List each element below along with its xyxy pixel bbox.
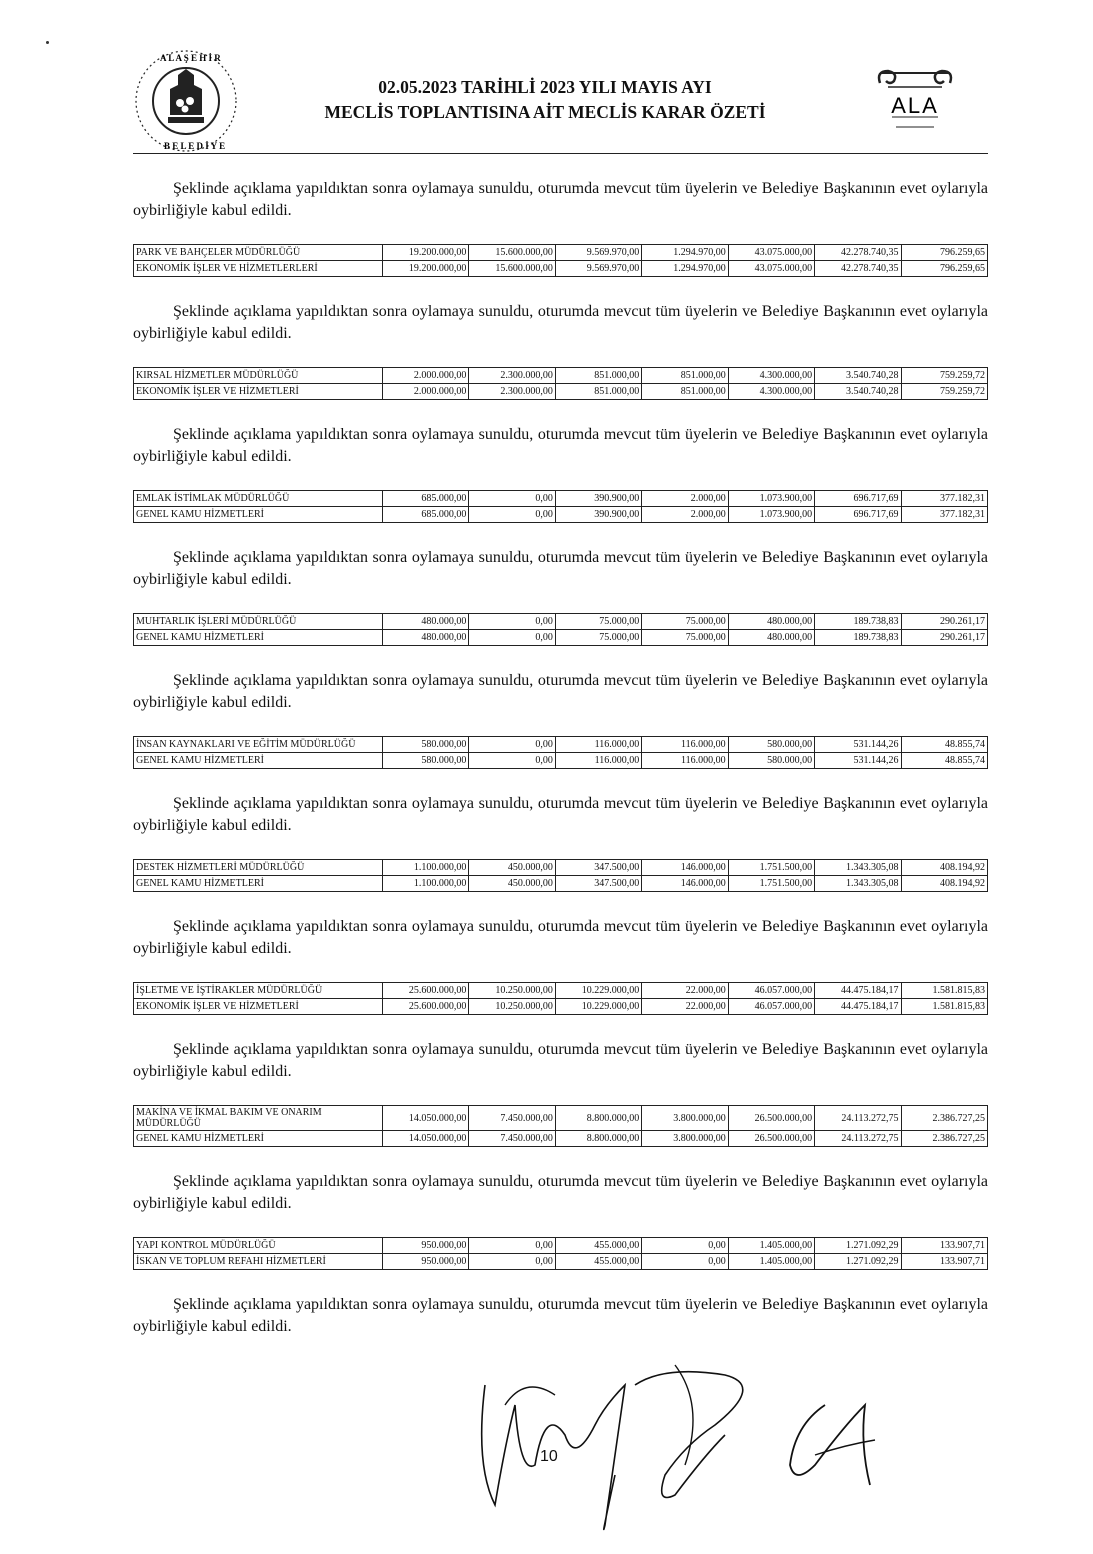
decision-text-line-2: Başkanının evet oylarıyla oybirliğiyle kabul edildi.: [133, 918, 989, 957]
svg-text:ALA: ALA: [891, 93, 939, 118]
amount-cell: 46.057.000,00: [728, 999, 814, 1015]
unit-name-cell: GENEL KAMU HİZMETLERİ: [134, 630, 383, 646]
decision-paragraph: [133, 547, 988, 591]
table-row: [134, 1254, 988, 1270]
budget-table: [133, 859, 988, 892]
table-row: [134, 630, 988, 646]
amount-cell: 19.200.000,00: [383, 245, 469, 261]
amount-cell: 24.113.272,75: [815, 1106, 901, 1131]
amount-cell: 455.000,00: [555, 1238, 641, 1254]
amount-cell: 1.294.970,00: [642, 245, 728, 261]
decision-text-line-2: Başkanının evet oylarıyla oybirliğiyle kabul edildi.: [133, 1173, 989, 1212]
budget-table: [133, 982, 988, 1015]
table-row: [134, 507, 988, 523]
unit-name-cell: İŞLETME VE İŞTİRAKLER MÜDÜRLÜĞÜ: [134, 983, 383, 999]
amount-cell: 851.000,00: [555, 384, 641, 400]
decision-text-line-1: Şeklinde açıklama yapıldıktan sonra oylamaya sunuldu, oturumda mevcut tüm üyelerin ve Belediye: [173, 672, 819, 689]
amount-cell: 347.500,00: [555, 876, 641, 892]
amount-cell: 9.569.970,00: [555, 245, 641, 261]
amount-cell: 0,00: [642, 1238, 728, 1254]
municipality-seal-icon: [130, 45, 242, 157]
amount-cell: 43.075.000,00: [728, 245, 814, 261]
amount-cell: 1.073.900,00: [728, 507, 814, 523]
amount-cell: 3.540.740,28: [815, 368, 901, 384]
decision-paragraph: [133, 424, 988, 468]
budget-table: [133, 1237, 988, 1270]
svg-text:A L A Ş E H İ R: A L A Ş E H İ R: [160, 53, 221, 63]
amount-cell: 116.000,00: [642, 737, 728, 753]
amount-cell: 10.229.000,00: [555, 983, 641, 999]
amount-cell: 116.000,00: [555, 737, 641, 753]
amount-cell: 2.386.727,25: [901, 1106, 987, 1131]
decision-text-line-1: Şeklinde açıklama yapıldıktan sonra oylamaya sunuldu, oturumda mevcut tüm üyelerin ve Belediye: [173, 795, 819, 812]
amount-cell: 42.278.740,35: [815, 245, 901, 261]
amount-cell: 75.000,00: [642, 630, 728, 646]
amount-cell: 4.300.000,00: [728, 368, 814, 384]
amount-cell: 189.738,83: [815, 614, 901, 630]
amount-cell: 3.800.000,00: [642, 1131, 728, 1147]
amount-cell: 851.000,00: [555, 368, 641, 384]
amount-cell: 455.000,00: [555, 1254, 641, 1270]
decision-text-line-2: Başkanının evet oylarıyla oybirliğiyle kabul edildi.: [133, 1296, 989, 1335]
amount-cell: 685.000,00: [383, 507, 469, 523]
decision-text-line-1: Şeklinde açıklama yapıldıktan sonra oylamaya sunuldu, oturumda mevcut tüm üyelerin ve Belediye: [173, 426, 819, 443]
document-title: [280, 75, 810, 125]
unit-name-cell: GENEL KAMU HİZMETLERİ: [134, 753, 383, 769]
amount-cell: 580.000,00: [728, 737, 814, 753]
page-number: 10: [540, 1448, 558, 1465]
amount-cell: 290.261,17: [901, 614, 987, 630]
amount-cell: 796.259,65: [901, 245, 987, 261]
amount-cell: 1.751.500,00: [728, 876, 814, 892]
amount-cell: 2.000.000,00: [383, 368, 469, 384]
decision-paragraph: [133, 793, 988, 837]
amount-cell: 2.000.000,00: [383, 384, 469, 400]
budget-table: [133, 490, 988, 523]
amount-cell: 10.229.000,00: [555, 999, 641, 1015]
scan-speck: [46, 41, 49, 44]
budget-table: [133, 613, 988, 646]
amount-cell: 0,00: [642, 1254, 728, 1270]
amount-cell: 25.600.000,00: [383, 999, 469, 1015]
amount-cell: 1.343.305,08: [815, 860, 901, 876]
amount-cell: 0,00: [469, 1254, 555, 1270]
header-rule: [133, 153, 988, 154]
amount-cell: 450.000,00: [469, 876, 555, 892]
amount-cell: 580.000,00: [383, 753, 469, 769]
amount-cell: 580.000,00: [728, 753, 814, 769]
amount-cell: 133.907,71: [901, 1254, 987, 1270]
amount-cell: 24.113.272,75: [815, 1131, 901, 1147]
amount-cell: 133.907,71: [901, 1238, 987, 1254]
decision-paragraph: [133, 916, 988, 960]
amount-cell: 0,00: [469, 507, 555, 523]
amount-cell: 796.259,65: [901, 261, 987, 277]
amount-cell: 1.405.000,00: [728, 1254, 814, 1270]
amount-cell: 146.000,00: [642, 876, 728, 892]
unit-name-cell: GENEL KAMU HİZMETLERİ: [134, 507, 383, 523]
amount-cell: 2.000,00: [642, 491, 728, 507]
amount-cell: 0,00: [469, 630, 555, 646]
amount-cell: 44.475.184,17: [815, 999, 901, 1015]
table-row: [134, 860, 988, 876]
amount-cell: 26.500.000,00: [728, 1106, 814, 1131]
amount-cell: 696.717,69: [815, 507, 901, 523]
amount-cell: 480.000,00: [383, 614, 469, 630]
amount-cell: 0,00: [469, 753, 555, 769]
amount-cell: 9.569.970,00: [555, 261, 641, 277]
amount-cell: 390.900,00: [555, 507, 641, 523]
amount-cell: 408.194,92: [901, 876, 987, 892]
amount-cell: 46.057.000,00: [728, 983, 814, 999]
unit-name-cell: KIRSAL HİZMETLER MÜDÜRLÜĞÜ: [134, 368, 383, 384]
amount-cell: 480.000,00: [383, 630, 469, 646]
amount-cell: 0,00: [469, 1238, 555, 1254]
decision-text-line-1: Şeklinde açıklama yapıldıktan sonra oylamaya sunuldu, oturumda mevcut tüm üyelerin ve Belediye: [173, 1041, 819, 1058]
unit-name-cell: DESTEK HİZMETLERİ MÜDÜRLÜĞÜ: [134, 860, 383, 876]
unit-name-cell: EKONOMİK İŞLER VE HİZMETLERİ: [134, 384, 383, 400]
decision-text-line-2: Başkanının evet oylarıyla oybirliğiyle kabul edildi.: [133, 549, 989, 588]
table-row: [134, 1131, 988, 1147]
amount-cell: 1.581.815,83: [901, 999, 987, 1015]
amount-cell: 116.000,00: [555, 753, 641, 769]
unit-name-cell: İSKAN VE TOPLUM REFAHI HİZMETLERİ: [134, 1254, 383, 1270]
signatures-icon: [465, 1345, 905, 1545]
unit-name-cell: MUHTARLIK İŞLERİ MÜDÜRLÜĞÜ: [134, 614, 383, 630]
amount-cell: 1.294.970,00: [642, 261, 728, 277]
unit-name-cell: GENEL KAMU HİZMETLERİ: [134, 1131, 383, 1147]
amount-cell: 0,00: [469, 491, 555, 507]
amount-cell: 2.000,00: [642, 507, 728, 523]
decision-text-line-1: Şeklinde açıklama yapıldıktan sonra oylamaya sunuldu, oturumda mevcut tüm üyelerin ve Belediye: [173, 303, 819, 320]
amount-cell: 0,00: [469, 737, 555, 753]
title-line-1: 02.05.2023 TARİHLİ 2023 YILI MAYIS AYI: [378, 77, 712, 97]
amount-cell: 48.855,74: [901, 753, 987, 769]
amount-cell: 22.000,00: [642, 999, 728, 1015]
amount-cell: 851.000,00: [642, 384, 728, 400]
decision-paragraph: [133, 178, 988, 222]
amount-cell: 48.855,74: [901, 737, 987, 753]
budget-table: [133, 736, 988, 769]
amount-cell: 408.194,92: [901, 860, 987, 876]
amount-cell: 580.000,00: [383, 737, 469, 753]
amount-cell: 4.300.000,00: [728, 384, 814, 400]
amount-cell: 3.540.740,28: [815, 384, 901, 400]
amount-cell: 189.738,83: [815, 630, 901, 646]
amount-cell: 26.500.000,00: [728, 1131, 814, 1147]
amount-cell: 2.300.000,00: [469, 368, 555, 384]
amount-cell: 2.386.727,25: [901, 1131, 987, 1147]
table-row: [134, 1238, 988, 1254]
amount-cell: 1.751.500,00: [728, 860, 814, 876]
amount-cell: 950.000,00: [383, 1254, 469, 1270]
amount-cell: 377.182,31: [901, 507, 987, 523]
table-row: [134, 245, 988, 261]
amount-cell: 390.900,00: [555, 491, 641, 507]
amount-cell: 1.343.305,08: [815, 876, 901, 892]
unit-name-cell: PARK VE BAHÇELER MÜDÜRLÜĞÜ: [134, 245, 383, 261]
amount-cell: 290.261,17: [901, 630, 987, 646]
unit-name-cell: YAPI KONTROL MÜDÜRLÜĞÜ: [134, 1238, 383, 1254]
ala-logo-icon: [870, 65, 960, 135]
amount-cell: 25.600.000,00: [383, 983, 469, 999]
amount-cell: 10.250.000,00: [469, 983, 555, 999]
amount-cell: 531.144,26: [815, 737, 901, 753]
table-row: [134, 261, 988, 277]
amount-cell: 480.000,00: [728, 614, 814, 630]
budget-table: [133, 367, 988, 400]
amount-cell: 8.800.000,00: [555, 1131, 641, 1147]
amount-cell: 7.450.000,00: [469, 1106, 555, 1131]
unit-name-cell: GENEL KAMU HİZMETLERİ: [134, 876, 383, 892]
amount-cell: 759.259,72: [901, 384, 987, 400]
table-row: [134, 737, 988, 753]
decision-text-line-2: Başkanının evet oylarıyla oybirliğiyle kabul edildi.: [133, 426, 989, 465]
amount-cell: 950.000,00: [383, 1238, 469, 1254]
amount-cell: 116.000,00: [642, 753, 728, 769]
amount-cell: 8.800.000,00: [555, 1106, 641, 1131]
unit-name-cell: EKONOMİK İŞLER VE HİZMETLERİ: [134, 999, 383, 1015]
amount-cell: 15.600.000,00: [469, 261, 555, 277]
table-row: [134, 753, 988, 769]
amount-cell: 19.200.000,00: [383, 261, 469, 277]
amount-cell: 22.000,00: [642, 983, 728, 999]
unit-name-cell: EKONOMİK İŞLER VE HİZMETLERLERİ: [134, 261, 383, 277]
decision-paragraph: [133, 301, 988, 345]
amount-cell: 1.100.000,00: [383, 876, 469, 892]
table-row: [134, 614, 988, 630]
amount-cell: 759.259,72: [901, 368, 987, 384]
budget-table: [133, 244, 988, 277]
unit-name-cell: MAKİNA VE İKMAL BAKIM VE ONARIM MÜDÜRLÜĞÜ: [134, 1106, 383, 1131]
title-line-2: MECLİS TOPLANTISINA AİT MECLİS KARAR ÖZETİ: [324, 102, 766, 122]
amount-cell: 7.450.000,00: [469, 1131, 555, 1147]
amount-cell: 146.000,00: [642, 860, 728, 876]
document-body: [133, 178, 988, 1338]
decision-paragraph: [133, 1171, 988, 1215]
decision-text-line-1: Şeklinde açıklama yapıldıktan sonra oylamaya sunuldu, oturumda mevcut tüm üyelerin ve Belediye: [173, 918, 819, 935]
table-row: [134, 384, 988, 400]
amount-cell: 1.100.000,00: [383, 860, 469, 876]
decision-text-line-1: Şeklinde açıklama yapıldıktan sonra oylamaya sunuldu, oturumda mevcut tüm üyelerin ve Belediye: [173, 1296, 819, 1313]
amount-cell: 44.475.184,17: [815, 983, 901, 999]
amount-cell: 75.000,00: [555, 614, 641, 630]
decision-text-line-2: Başkanının evet oylarıyla oybirliğiyle kabul edildi.: [133, 795, 989, 834]
amount-cell: 0,00: [469, 614, 555, 630]
table-row: [134, 368, 988, 384]
amount-cell: 75.000,00: [555, 630, 641, 646]
amount-cell: 450.000,00: [469, 860, 555, 876]
svg-text:B E L E D İ Y E: B E L E D İ Y E: [164, 141, 226, 151]
table-row: [134, 983, 988, 999]
amount-cell: 696.717,69: [815, 491, 901, 507]
amount-cell: 1.405.000,00: [728, 1238, 814, 1254]
document-header: [130, 45, 990, 157]
amount-cell: 1.271.092,29: [815, 1254, 901, 1270]
amount-cell: 3.800.000,00: [642, 1106, 728, 1131]
decision-paragraph: [133, 670, 988, 714]
amount-cell: 14.050.000,00: [383, 1131, 469, 1147]
table-row: [134, 491, 988, 507]
amount-cell: 43.075.000,00: [728, 261, 814, 277]
amount-cell: 10.250.000,00: [469, 999, 555, 1015]
amount-cell: 42.278.740,35: [815, 261, 901, 277]
amount-cell: 851.000,00: [642, 368, 728, 384]
amount-cell: 685.000,00: [383, 491, 469, 507]
decision-text-line-1: Şeklinde açıklama yapıldıktan sonra oylamaya sunuldu, oturumda mevcut tüm üyelerin ve Belediye: [173, 549, 819, 566]
amount-cell: 2.300.000,00: [469, 384, 555, 400]
decision-text-line-2: Başkanının evet oylarıyla oybirliğiyle kabul edildi.: [133, 672, 989, 711]
amount-cell: 1.271.092,29: [815, 1238, 901, 1254]
amount-cell: 480.000,00: [728, 630, 814, 646]
amount-cell: 347.500,00: [555, 860, 641, 876]
amount-cell: 531.144,26: [815, 753, 901, 769]
amount-cell: 1.073.900,00: [728, 491, 814, 507]
decision-text-line-2: Başkanının evet oylarıyla oybirliğiyle kabul edildi.: [133, 1041, 989, 1080]
amount-cell: 15.600.000,00: [469, 245, 555, 261]
amount-cell: 377.182,31: [901, 491, 987, 507]
table-row: [134, 1106, 988, 1131]
budget-table: [133, 1105, 988, 1147]
table-row: [134, 876, 988, 892]
decision-text-line-1: Şeklinde açıklama yapıldıktan sonra oylamaya sunuldu, oturumda mevcut tüm üyelerin ve Belediye: [173, 180, 819, 197]
amount-cell: 1.581.815,83: [901, 983, 987, 999]
unit-name-cell: İNSAN KAYNAKLARI VE EĞİTİM MÜDÜRLÜĞÜ: [134, 737, 383, 753]
decision-text-line-1: Şeklinde açıklama yapıldıktan sonra oylamaya sunuldu, oturumda mevcut tüm üyelerin ve Belediye: [173, 1173, 819, 1190]
decision-paragraph: [133, 1039, 988, 1083]
unit-name-cell: EMLAK İSTİMLAK MÜDÜRLÜĞÜ: [134, 491, 383, 507]
decision-text-line-2: Başkanının evet oylarıyla oybirliğiyle kabul edildi.: [133, 180, 989, 219]
table-row: [134, 999, 988, 1015]
decision-paragraph: [133, 1294, 988, 1338]
amount-cell: 75.000,00: [642, 614, 728, 630]
amount-cell: 14.050.000,00: [383, 1106, 469, 1131]
decision-text-line-2: Başkanının evet oylarıyla oybirliğiyle kabul edildi.: [133, 303, 989, 342]
